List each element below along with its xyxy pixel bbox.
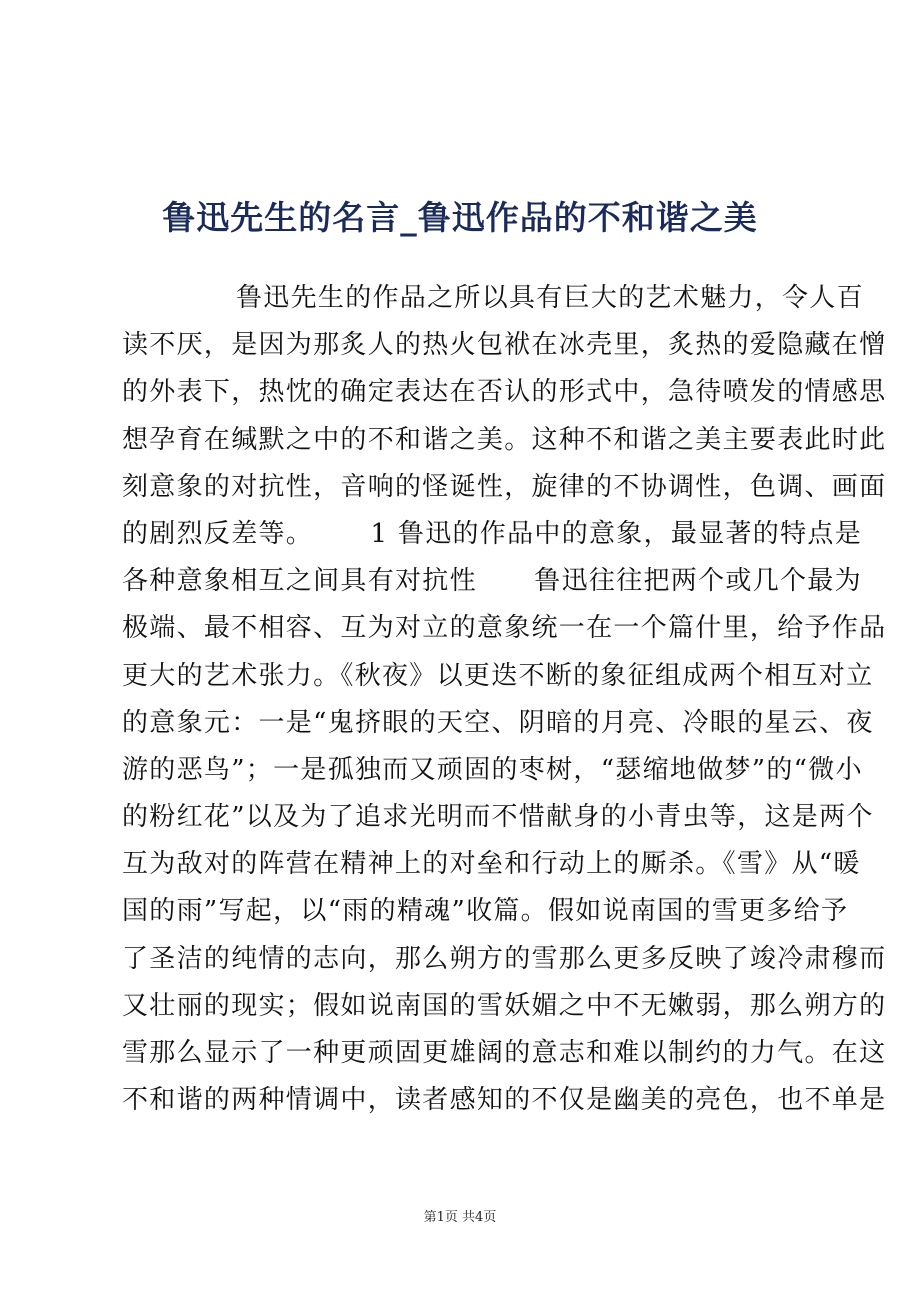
text-line: 互为敌对的阵营在精神上的对垒和行动上的厮杀。《雪》从“暖 (122, 849, 861, 880)
text-line: 各种意象相互之间具有对抗性 鲁迅往往把两个或几个最为 (122, 566, 862, 597)
text-line: 游的恶鸟”；一是孤独而又顽固的枣树，“瑟缩地做梦”的“微小 (122, 754, 863, 785)
text-line: 不和谐的两种情调中，读者感知的不仅是幽美的亮色，也不单是 (122, 1085, 887, 1116)
text-line: 想孕育在缄默之中的不和谐之美。这种不和谐之美主要表此时此 (122, 424, 887, 455)
page-footer: 第1页 共4页 (423, 1210, 497, 1225)
text-line: 的粉红花”以及为了追求光明而不惜献身的小青虫等，这是两个 (122, 802, 874, 833)
document-title: 鲁迅先生的名言_鲁迅作品的不和谐之美 (162, 198, 758, 237)
text-line: 的意象元：一是“鬼挤眼的天空、阴暗的月亮、冷眼的星云、夜 (122, 707, 874, 738)
text-line: 的外表下，热忱的确定表达在否认的形式中，急待喷发的情感思 (122, 377, 887, 408)
text-line: 更大的艺术张力。《秋夜》以更迭不断的象征组成两个相互对立 (122, 660, 874, 691)
text-line: 了圣洁的纯情的志向，那么朔方的雪那么更多反映了竣冷肃穆而 (122, 943, 887, 974)
text-line: 鲁迅先生的作品之所以具有巨大的艺术魅力，令人百 (236, 283, 864, 313)
text-line: 雪那么显示了一种更顽固更雄阔的意志和难以制约的力气。在这 (122, 1038, 887, 1068)
text-line: 读不厌，是因为那炙人的热火包袱在冰壳里，炙热的爱隐藏在憎 (122, 330, 887, 361)
text-line: 的剧烈反差等。 1 鲁迅的作品中的意象，最显著的特点是 (122, 518, 862, 549)
text-line: 刻意象的对抗性，音响的怪诞性，旋律的不协调性，色调、画面 (122, 471, 887, 502)
text-line: 又壮丽的现实；假如说南国的雪妖媚之中不无嫩弱，那么朔方的 (122, 990, 887, 1021)
text-line: 极端、最不相容、互为对立的意象统一在一个篇什里，给予作品 (122, 613, 887, 644)
document-body (122, 278, 887, 1127)
text-line: 国的雨”写起，以“雨的精魂”收篇。假如说南国的雪更多给予 (122, 896, 849, 927)
